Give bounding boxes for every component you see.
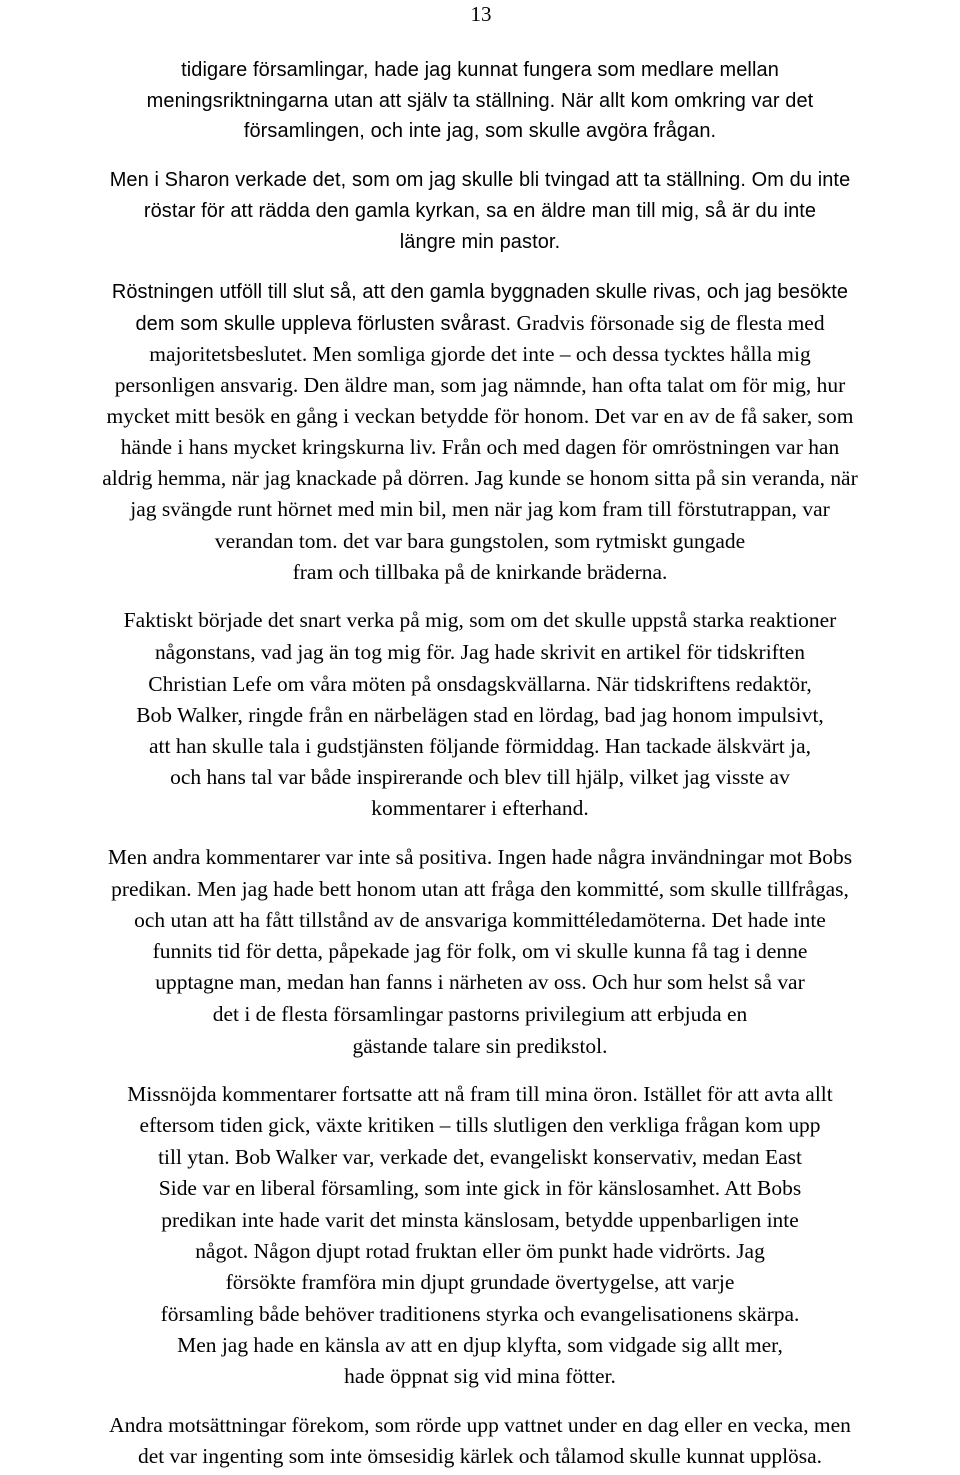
text-segment: längre min pastor. <box>399 231 561 253</box>
text-segment: kommentarer i efterhand. <box>371 796 589 820</box>
text-line <box>1 56 959 84</box>
text-segment: hände i hans mycket kringskurna liv. Från och med dagen för omröstningen var han <box>120 435 840 459</box>
text-segment: och hans tal var både inspirerande och blev till hjälp, vilket jag visste av <box>170 765 790 789</box>
text-line <box>1 1237 959 1265</box>
text-line <box>1 197 959 225</box>
text-line <box>1 558 959 586</box>
text-line <box>1 906 959 934</box>
text-line <box>1 1206 959 1234</box>
text-segment: aldrig hemma, när jag knackade på dörren. Jag kunde se honom sitta på sin veranda, när <box>102 466 858 490</box>
text-line <box>1 1143 959 1171</box>
text-segment: Andra motsättningar förekom, som rörde upp vattnet under en dag eller en vecka, men <box>109 1413 851 1437</box>
text-line <box>1 638 959 666</box>
text-segment: Men andra kommentarer var inte så positiva. Ingen hade några invändningar mot Bobs <box>107 845 853 869</box>
text-segment: upptagne man, medan han fanns i närheten av oss. Och hur som helst så var <box>155 970 805 994</box>
text-segment: Faktiskt började det snart verka på mig, som om det skulle uppstå starka reaktioner <box>123 608 837 632</box>
text-segment: Gradvis försonade sig de flesta med <box>511 311 825 335</box>
text-segment: eftersom tiden gick, växte kritiken – tills slutligen den verkliga frågan kom upp <box>139 1113 821 1137</box>
text-line <box>1 732 959 760</box>
text-segment: fram och tillbaka på de knirkande bräderna. <box>292 560 668 584</box>
text-line <box>1 371 959 399</box>
text-line <box>1 166 959 194</box>
text-line <box>1 670 959 698</box>
text-segment: tidigare församlingar, hade jag kunnat fungera som medlare mellan <box>181 59 779 81</box>
text-segment: Men i Sharon verkade det, som om jag skulle bli tvingad att ta ställning. Om du inte <box>109 169 851 191</box>
text-segment: det i de flesta församlingar pastorns privilegium att erbjuda en <box>212 1002 748 1026</box>
text-segment: majoritetsbeslutet. Men somliga gjorde det inte – och dessa tycktes hålla mig <box>149 342 811 366</box>
text-segment: verandan tom. det var bara gungstolen, som rytmiskt gungade <box>214 529 746 553</box>
text-line <box>1 87 959 115</box>
text-line <box>1 701 959 729</box>
text-line <box>1 1411 959 1439</box>
text-line <box>1 117 959 145</box>
text-line <box>1 228 959 256</box>
text-segment: försökte framföra min djupt grundade övertygelse, att varje <box>225 1270 735 1294</box>
text-segment: att han skulle tala i gudstjänsten följande förmiddag. Han tackade älskvärt ja, <box>149 734 811 758</box>
text-segment: någonstans, vad jag än tog mig för. Jag hade skrivit en artikel för tidskriften <box>154 640 806 664</box>
text-line <box>1 309 959 337</box>
text-line <box>1 794 959 822</box>
text-segment: något. Någon djupt rotad fruktan eller öm punkt hade vidrörts. Jag <box>195 1239 765 1263</box>
text-segment: och utan att ha fått tillstånd av de ansvariga kommittéledamöterna. Det hade inte <box>134 908 826 932</box>
text-segment: predikan inte hade varit det minsta känslosam, betydde uppenbarligen inte <box>161 1208 799 1232</box>
text-line <box>1 402 959 430</box>
text-line <box>1 340 959 368</box>
text-line <box>1 433 959 461</box>
text-segment: gästande talare sin predikstol. <box>352 1034 608 1058</box>
text-segment: Christian Lefe om våra möten på onsdagskvällarna. När tidskriftens redaktör, <box>148 672 812 696</box>
text-segment: till ytan. Bob Walker var, verkade det, evangeliskt konservativ, medan East <box>158 1145 802 1169</box>
text-line <box>1 464 959 492</box>
text-segment: församlingen, och inte jag, som skulle avgöra frågan. <box>243 120 717 142</box>
text-line <box>1 1032 959 1060</box>
text-line <box>1 843 959 871</box>
text-line <box>1 1080 959 1108</box>
text-line <box>1 968 959 996</box>
text-segment: predikan. Men jag hade bett honom utan att fråga den kommitté, som skulle tillfrågas, <box>111 877 849 901</box>
text-line <box>1 1300 959 1328</box>
page-number: 13 <box>470 2 492 26</box>
text-segment: Side var en liberal församling, som inte gick in för känslosamhet. Att Bobs <box>158 1176 802 1200</box>
text-line <box>1 1000 959 1028</box>
text-line <box>1 937 959 965</box>
text-line <box>1 763 959 791</box>
text-segment: Bob Walker, ringde från en närbelägen stad en lördag, bad jag honom impulsivt, <box>136 703 824 727</box>
text-segment: röstar för att rädda den gamla kyrkan, sa en äldre man till mig, så är du inte <box>143 200 817 222</box>
text-segment: jag svängde runt hörnet med min bil, men när jag kom fram till förstutrappan, var <box>130 497 830 521</box>
text-line <box>1 606 959 634</box>
text-segment: funnits tid för detta, påpekade jag för folk, om vi skulle kunna få tag i denne <box>152 939 808 963</box>
text-segment: Röstningen utföll till slut så, att den gamla byggnaden skulle rivas, och jag besökte <box>111 281 849 303</box>
text-segment: dem som skulle uppleva förlusten svårast. <box>135 313 512 335</box>
text-line <box>1 1331 959 1359</box>
text-line <box>1 495 959 523</box>
text-line <box>1 278 959 306</box>
text-segment: meningsriktningarna utan att själv ta ställning. När allt kom omkring var det <box>146 90 814 112</box>
text-segment: församling både behöver traditionens styrka och evangelisationens skärpa. <box>160 1302 800 1326</box>
text-segment: Missnöjda kommentarer fortsatte att nå fram till mina öron. Istället för att avta allt <box>127 1082 833 1106</box>
text-line <box>1 1362 959 1390</box>
text-line <box>1 527 959 555</box>
text-line <box>1 1268 959 1296</box>
text-segment: det var ingenting som inte ömsesidig kärlek och tålamod skulle kunnat upplösa. <box>137 1444 823 1468</box>
text-segment: hade öppnat sig vid mina fötter. <box>344 1364 616 1388</box>
text-segment: personligen ansvarig. Den äldre man, som jag nämnde, han ofta talat om för mig, hur <box>114 373 846 397</box>
text-line <box>1 1111 959 1139</box>
text-line <box>1 1174 959 1202</box>
text-segment: Men jag hade en känsla av att en djup klyfta, som vidgade sig allt mer, <box>177 1333 783 1357</box>
text-segment: mycket mitt besök en gång i veckan betydde för honom. Det var en av de få saker, som <box>106 404 854 428</box>
text-line <box>1 875 959 903</box>
text-line <box>1 1442 959 1470</box>
